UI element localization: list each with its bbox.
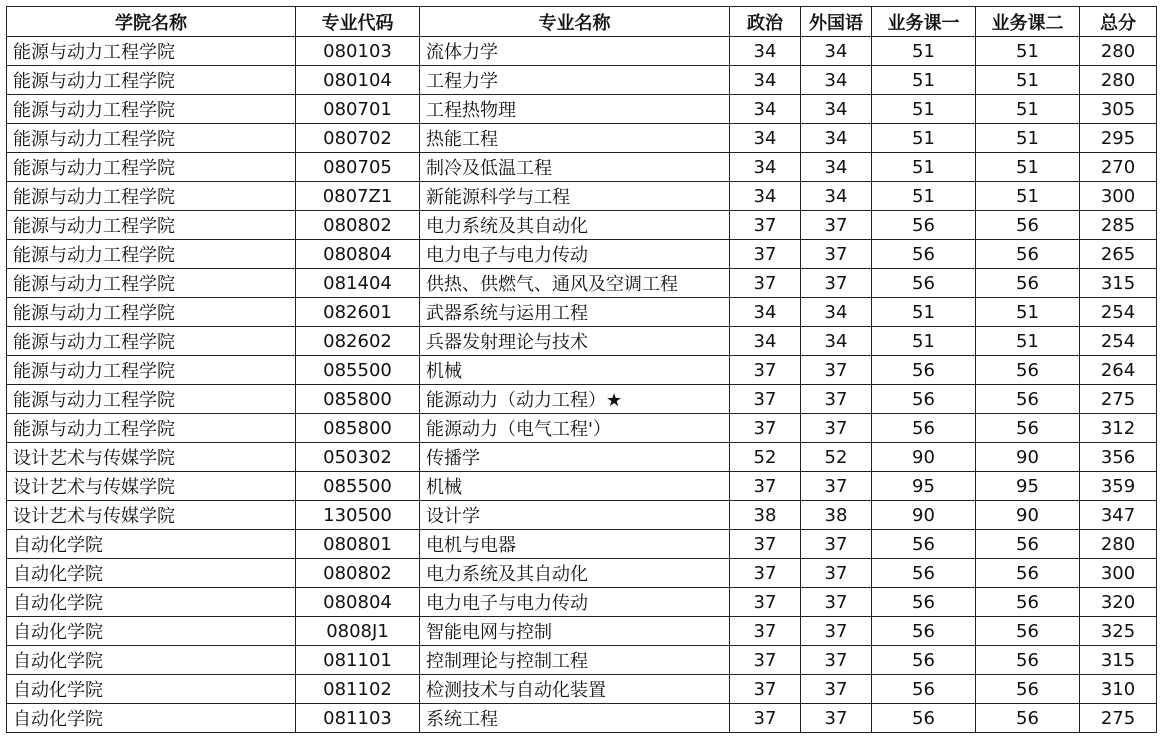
politics-score-cell: 37	[730, 559, 801, 588]
major-code-cell: 085800	[296, 414, 420, 443]
table-row	[7, 153, 1157, 182]
politics-score-cell: 37	[730, 269, 801, 298]
foreign-language-score-cell: 34	[801, 95, 872, 124]
table-row	[7, 675, 1157, 704]
subject-two-score-cell: 51	[976, 153, 1080, 182]
politics-score-cell: 34	[730, 153, 801, 182]
foreign-language-score-cell: 37	[801, 472, 872, 501]
major-name-cell: 机械	[420, 356, 730, 385]
college-name-cell: 设计艺术与传媒学院	[7, 501, 296, 530]
subject-one-score-cell: 56	[872, 646, 976, 675]
major-name-cell: 系统工程	[420, 704, 730, 733]
table-row	[7, 385, 1157, 414]
table-row	[7, 646, 1157, 675]
major-name-cell: 电机与电器	[420, 530, 730, 559]
college-name-cell: 能源与动力工程学院	[7, 327, 296, 356]
college-name-cell: 自动化学院	[7, 559, 296, 588]
major-name-cell: 设计学	[420, 501, 730, 530]
major-name-cell: 检测技术与自动化装置	[420, 675, 730, 704]
table-row	[7, 414, 1157, 443]
major-name-cell: 工程热物理	[420, 95, 730, 124]
foreign-language-score-cell: 37	[801, 646, 872, 675]
foreign-language-score-cell: 37	[801, 211, 872, 240]
header-row	[7, 7, 1157, 37]
subject-two-score-cell: 56	[976, 617, 1080, 646]
table-row	[7, 617, 1157, 646]
major-name-cell: 智能电网与控制	[420, 617, 730, 646]
subject-two-score-cell: 90	[976, 501, 1080, 530]
header-major-code: 专业代码	[296, 7, 420, 37]
college-name-cell: 自动化学院	[7, 617, 296, 646]
college-name-cell: 自动化学院	[7, 704, 296, 733]
foreign-language-score-cell: 37	[801, 385, 872, 414]
foreign-language-score-cell: 34	[801, 327, 872, 356]
college-name-cell: 自动化学院	[7, 530, 296, 559]
major-name-cell: 电力系统及其自动化	[420, 211, 730, 240]
politics-score-cell: 37	[730, 211, 801, 240]
total-score-cell: 320	[1080, 588, 1157, 617]
header-subject-one: 业务课一	[872, 7, 976, 37]
major-code-cell: 080801	[296, 530, 420, 559]
subject-one-score-cell: 51	[872, 124, 976, 153]
subject-one-score-cell: 56	[872, 356, 976, 385]
foreign-language-score-cell: 37	[801, 356, 872, 385]
total-score-cell: 315	[1080, 269, 1157, 298]
subject-two-score-cell: 56	[976, 414, 1080, 443]
total-score-cell: 356	[1080, 443, 1157, 472]
table-row	[7, 327, 1157, 356]
major-code-cell: 080705	[296, 153, 420, 182]
table-row	[7, 588, 1157, 617]
subject-one-score-cell: 56	[872, 617, 976, 646]
table-row	[7, 704, 1157, 733]
politics-score-cell: 37	[730, 675, 801, 704]
table-row	[7, 501, 1157, 530]
subject-two-score-cell: 56	[976, 385, 1080, 414]
politics-score-cell: 34	[730, 124, 801, 153]
major-name-cell: 控制理论与控制工程	[420, 646, 730, 675]
subject-one-score-cell: 51	[872, 153, 976, 182]
major-code-cell: 082601	[296, 298, 420, 327]
politics-score-cell: 34	[730, 182, 801, 211]
major-name-cell: 制冷及低温工程	[420, 153, 730, 182]
total-score-cell: 347	[1080, 501, 1157, 530]
header-total-score: 总分	[1080, 7, 1157, 37]
foreign-language-score-cell: 34	[801, 153, 872, 182]
total-score-cell: 270	[1080, 153, 1157, 182]
subject-two-score-cell: 56	[976, 240, 1080, 269]
subject-one-score-cell: 56	[872, 704, 976, 733]
politics-score-cell: 34	[730, 95, 801, 124]
subject-two-score-cell: 51	[976, 327, 1080, 356]
foreign-language-score-cell: 37	[801, 617, 872, 646]
subject-two-score-cell: 56	[976, 269, 1080, 298]
major-code-cell: 050302	[296, 443, 420, 472]
politics-score-cell: 37	[730, 704, 801, 733]
major-name-cell: 电力电子与电力传动	[420, 240, 730, 269]
header-college-name: 学院名称	[7, 7, 296, 37]
subject-one-score-cell: 56	[872, 414, 976, 443]
subject-two-score-cell: 56	[976, 211, 1080, 240]
college-name-cell: 能源与动力工程学院	[7, 182, 296, 211]
politics-score-cell: 37	[730, 414, 801, 443]
subject-two-score-cell: 90	[976, 443, 1080, 472]
major-name-cell: 能源动力（动力工程）★	[420, 385, 730, 414]
total-score-cell: 310	[1080, 675, 1157, 704]
politics-score-cell: 34	[730, 327, 801, 356]
major-code-cell: 085500	[296, 356, 420, 385]
college-name-cell: 自动化学院	[7, 646, 296, 675]
major-name-cell: 传播学	[420, 443, 730, 472]
college-name-cell: 能源与动力工程学院	[7, 240, 296, 269]
major-code-cell: 081102	[296, 675, 420, 704]
politics-score-cell: 34	[730, 66, 801, 95]
major-code-cell: 080104	[296, 66, 420, 95]
politics-score-cell: 37	[730, 356, 801, 385]
major-code-cell: 080103	[296, 37, 420, 66]
major-code-cell: 082602	[296, 327, 420, 356]
header-subject-two: 业务课二	[976, 7, 1080, 37]
total-score-cell: 275	[1080, 385, 1157, 414]
total-score-cell: 312	[1080, 414, 1157, 443]
table-row	[7, 66, 1157, 95]
subject-one-score-cell: 56	[872, 675, 976, 704]
total-score-cell: 295	[1080, 124, 1157, 153]
college-name-cell: 能源与动力工程学院	[7, 414, 296, 443]
table-row	[7, 124, 1157, 153]
foreign-language-score-cell: 37	[801, 414, 872, 443]
major-code-cell: 081103	[296, 704, 420, 733]
college-name-cell: 能源与动力工程学院	[7, 211, 296, 240]
table-row	[7, 443, 1157, 472]
major-name-cell: 机械	[420, 472, 730, 501]
header-foreign-language: 外国语	[801, 7, 872, 37]
major-name-cell: 工程力学	[420, 66, 730, 95]
subject-two-score-cell: 56	[976, 675, 1080, 704]
major-name-cell: 热能工程	[420, 124, 730, 153]
college-name-cell: 设计艺术与传媒学院	[7, 443, 296, 472]
major-code-cell: 085800	[296, 385, 420, 414]
college-name-cell: 能源与动力工程学院	[7, 153, 296, 182]
total-score-cell: 359	[1080, 472, 1157, 501]
total-score-cell: 280	[1080, 530, 1157, 559]
major-name-cell: 武器系统与运用工程	[420, 298, 730, 327]
table-row	[7, 211, 1157, 240]
table-body	[7, 37, 1157, 733]
table-row	[7, 269, 1157, 298]
subject-one-score-cell: 51	[872, 298, 976, 327]
politics-score-cell: 34	[730, 298, 801, 327]
subject-two-score-cell: 51	[976, 182, 1080, 211]
table-row	[7, 472, 1157, 501]
subject-two-score-cell: 56	[976, 356, 1080, 385]
college-name-cell: 能源与动力工程学院	[7, 124, 296, 153]
subject-two-score-cell: 56	[976, 559, 1080, 588]
subject-one-score-cell: 56	[872, 559, 976, 588]
subject-two-score-cell: 56	[976, 704, 1080, 733]
total-score-cell: 280	[1080, 66, 1157, 95]
foreign-language-score-cell: 38	[801, 501, 872, 530]
foreign-language-score-cell: 37	[801, 240, 872, 269]
college-name-cell: 能源与动力工程学院	[7, 66, 296, 95]
major-code-cell: 080702	[296, 124, 420, 153]
major-code-cell: 085500	[296, 472, 420, 501]
college-name-cell: 自动化学院	[7, 675, 296, 704]
major-name-cell: 流体力学	[420, 37, 730, 66]
table-row	[7, 356, 1157, 385]
major-code-cell: 080802	[296, 211, 420, 240]
major-name-cell: 电力系统及其自动化	[420, 559, 730, 588]
subject-one-score-cell: 51	[872, 95, 976, 124]
subject-one-score-cell: 51	[872, 37, 976, 66]
score-table	[6, 6, 1157, 733]
total-score-cell: 285	[1080, 211, 1157, 240]
subject-one-score-cell: 90	[872, 443, 976, 472]
table-row	[7, 298, 1157, 327]
major-code-cell: 080804	[296, 240, 420, 269]
total-score-cell: 254	[1080, 327, 1157, 356]
major-code-cell: 081101	[296, 646, 420, 675]
subject-one-score-cell: 56	[872, 269, 976, 298]
politics-score-cell: 34	[730, 37, 801, 66]
foreign-language-score-cell: 37	[801, 588, 872, 617]
foreign-language-score-cell: 52	[801, 443, 872, 472]
table-row	[7, 530, 1157, 559]
table-row	[7, 559, 1157, 588]
major-name-cell: 新能源科学与工程	[420, 182, 730, 211]
foreign-language-score-cell: 37	[801, 704, 872, 733]
subject-one-score-cell: 95	[872, 472, 976, 501]
table-row	[7, 95, 1157, 124]
college-name-cell: 自动化学院	[7, 588, 296, 617]
college-name-cell: 能源与动力工程学院	[7, 37, 296, 66]
foreign-language-score-cell: 34	[801, 298, 872, 327]
foreign-language-score-cell: 34	[801, 66, 872, 95]
politics-score-cell: 38	[730, 501, 801, 530]
major-code-cell: 130500	[296, 501, 420, 530]
subject-one-score-cell: 51	[872, 327, 976, 356]
foreign-language-score-cell: 34	[801, 182, 872, 211]
major-code-cell: 0808J1	[296, 617, 420, 646]
total-score-cell: 300	[1080, 559, 1157, 588]
table-row	[7, 182, 1157, 211]
college-name-cell: 能源与动力工程学院	[7, 95, 296, 124]
foreign-language-score-cell: 37	[801, 269, 872, 298]
header-politics: 政治	[730, 7, 801, 37]
total-score-cell: 265	[1080, 240, 1157, 269]
subject-one-score-cell: 56	[872, 530, 976, 559]
major-code-cell: 080804	[296, 588, 420, 617]
major-code-cell: 080802	[296, 559, 420, 588]
table-row	[7, 240, 1157, 269]
major-code-cell: 0807Z1	[296, 182, 420, 211]
politics-score-cell: 37	[730, 646, 801, 675]
politics-score-cell: 37	[730, 385, 801, 414]
total-score-cell: 315	[1080, 646, 1157, 675]
subject-one-score-cell: 51	[872, 66, 976, 95]
major-name-cell: 兵器发射理论与技术	[420, 327, 730, 356]
total-score-cell: 254	[1080, 298, 1157, 327]
college-name-cell: 能源与动力工程学院	[7, 269, 296, 298]
major-code-cell: 080701	[296, 95, 420, 124]
major-name-cell: 供热、供燃气、通风及空调工程	[420, 269, 730, 298]
subject-two-score-cell: 51	[976, 124, 1080, 153]
subject-two-score-cell: 51	[976, 95, 1080, 124]
subject-two-score-cell: 56	[976, 646, 1080, 675]
politics-score-cell: 37	[730, 472, 801, 501]
foreign-language-score-cell: 37	[801, 559, 872, 588]
subject-one-score-cell: 56	[872, 588, 976, 617]
college-name-cell: 设计艺术与传媒学院	[7, 472, 296, 501]
college-name-cell: 能源与动力工程学院	[7, 298, 296, 327]
foreign-language-score-cell: 37	[801, 530, 872, 559]
politics-score-cell: 37	[730, 588, 801, 617]
total-score-cell: 275	[1080, 704, 1157, 733]
total-score-cell: 280	[1080, 37, 1157, 66]
subject-two-score-cell: 51	[976, 298, 1080, 327]
major-code-cell: 081404	[296, 269, 420, 298]
foreign-language-score-cell: 34	[801, 37, 872, 66]
total-score-cell: 300	[1080, 182, 1157, 211]
politics-score-cell: 37	[730, 240, 801, 269]
subject-one-score-cell: 56	[872, 240, 976, 269]
subject-two-score-cell: 56	[976, 530, 1080, 559]
foreign-language-score-cell: 34	[801, 124, 872, 153]
total-score-cell: 305	[1080, 95, 1157, 124]
table-row	[7, 37, 1157, 66]
foreign-language-score-cell: 37	[801, 675, 872, 704]
college-name-cell: 能源与动力工程学院	[7, 385, 296, 414]
politics-score-cell: 37	[730, 617, 801, 646]
politics-score-cell: 37	[730, 530, 801, 559]
header-major-name: 专业名称	[420, 7, 730, 37]
subject-two-score-cell: 56	[976, 588, 1080, 617]
subject-two-score-cell: 51	[976, 66, 1080, 95]
subject-one-score-cell: 56	[872, 211, 976, 240]
subject-one-score-cell: 51	[872, 182, 976, 211]
major-name-cell: 能源动力（电气工程'）	[420, 414, 730, 443]
total-score-cell: 264	[1080, 356, 1157, 385]
subject-one-score-cell: 90	[872, 501, 976, 530]
major-name-cell: 电力电子与电力传动	[420, 588, 730, 617]
college-name-cell: 能源与动力工程学院	[7, 356, 296, 385]
subject-one-score-cell: 56	[872, 385, 976, 414]
subject-two-score-cell: 51	[976, 37, 1080, 66]
total-score-cell: 325	[1080, 617, 1157, 646]
politics-score-cell: 52	[730, 443, 801, 472]
subject-two-score-cell: 95	[976, 472, 1080, 501]
